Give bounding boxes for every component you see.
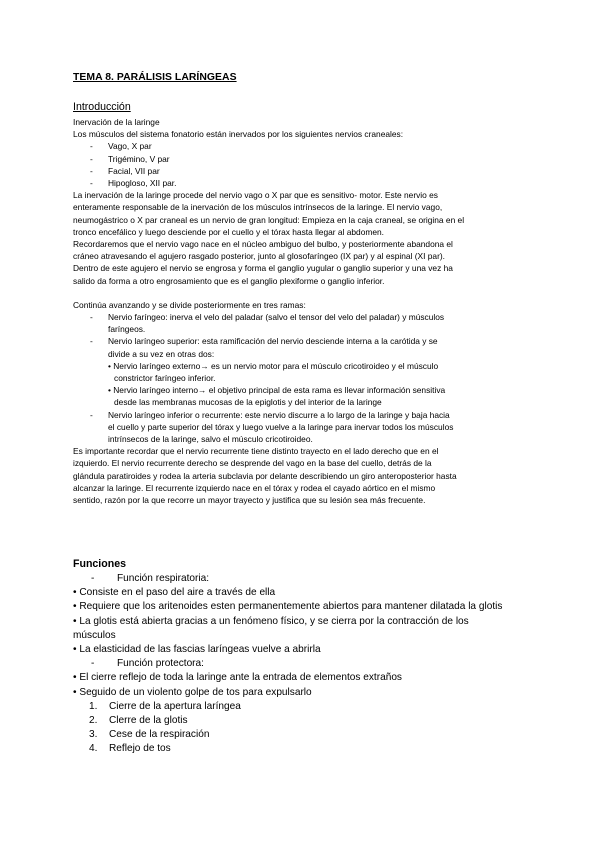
branch-list-item: - Nervio faríngeo: inerva el velo del paladar (salvo el tensor del velo del paladar) y músculos faríngeos. bbox=[90, 312, 445, 335]
bullet-item: • Consiste en el paso del aire a través de ella bbox=[73, 587, 276, 599]
sub-branch-line: • Nervio laríngeo interno→ el objetivo principal de esta rama es llevar información sensitiva bbox=[108, 385, 446, 396]
section-heading-introduccion: Introducción bbox=[73, 101, 131, 113]
list-dash: - bbox=[90, 153, 93, 164]
paragraph-recurrente bbox=[73, 445, 547, 506]
paragraph-line: Continúa avanzando y se divide posteriormente en tres ramas: bbox=[73, 299, 306, 310]
list-dash: - bbox=[91, 658, 95, 670]
list-dash: - bbox=[90, 141, 93, 152]
paragraph-line: cráneo atravesando el agujero rasgado posterior, junto al glosofaríngeo (IX par) y al espinal (XI par). bbox=[73, 251, 445, 262]
paragraph-vago bbox=[73, 189, 547, 287]
numbered-step: 4. Reflejo de tos bbox=[89, 743, 171, 755]
list-dash: - bbox=[90, 409, 93, 420]
bullet-item: • El cierre reflejo de toda la laringe ante la entrada de elementos extraños bbox=[73, 672, 402, 684]
subheading: Inervación de la laringe bbox=[73, 117, 160, 127]
numbered-step: 2. Clerre de la glotis bbox=[89, 715, 188, 727]
numbered-step: 3. Cese de la respiración bbox=[89, 729, 210, 741]
paragraph-line: neumogástrico o X par craneal es un nervio de gran longitud: Empieza en la caja craneal, se origina en el bbox=[73, 214, 465, 225]
list-dash: - bbox=[90, 178, 93, 189]
bullet-item-continued: músculos bbox=[73, 629, 116, 641]
bullet-item: • Seguido de un violento golpe de tos para expulsarlo bbox=[73, 686, 312, 698]
branch-list-item: - Nervio laríngeo superior: esta ramificación del nervio desciende interna a la carótida y se divide a su vez en otras dos: • Nervio laríngeo externo→ es un nervio motor para el músculo cricotiroideo y el músculo constrictor faríngeo inferior. • Nervio laríngeo interno→ el objetivo principal de esta rama es llevar información sensitiva desde las membranas mucosas de la epiglotis y del interior de la laringe bbox=[73, 335, 547, 408]
paragraph-line: La inervación de la laringe procede del nervio vago o X par que es sensitivo- motor. Este nervio es bbox=[73, 190, 438, 201]
function-heading-respiratoria: - Función respiratoria: bbox=[73, 572, 547, 586]
numbered-step: 1. Cierre de la apertura laríngea bbox=[89, 700, 241, 712]
paragraph-line: Los músculos del sistema fonatorio están inervados por los siguientes nervios craneales: bbox=[73, 129, 404, 140]
intro-section bbox=[73, 116, 547, 506]
paragraph-line: alcanzar la laringe. El recurrente izquierdo nace en el tórax y rodea el cayado aórtico en el mismo bbox=[73, 482, 436, 493]
bullet-item: • La glotis está abierta gracias a un fenómeno físico, y se cierra por la contracción de los bbox=[73, 615, 469, 627]
sub-branch-line: constrictor faríngeo inferior. bbox=[114, 373, 216, 384]
nerve-list-item: - Trigémino, V par bbox=[90, 153, 170, 164]
paragraph-line: salido da forma a otro engrosamiento que es el ganglio plexiforme o ganglio inferior. bbox=[73, 275, 385, 286]
paragraph-line: enteramente responsable de la inervación de los músculos intrínsecos de la laringe. El nervio vago, bbox=[73, 202, 443, 213]
nerve-list-item: - Vago, X par bbox=[90, 141, 152, 152]
list-dash: - bbox=[90, 312, 93, 323]
paragraph-line: Recordaremos que el nervio vago nace en el núcleo ambiguo del bulbo, y posteriormente abandona el bbox=[73, 239, 453, 250]
branch-list-item: - Nervio laríngeo inferior o recurrente: este nervio discurre a lo largo de la laringe y baja hacia el cuello y parte superior del tórax y luego vuelve a la laringe para inervar todos los músculos intrínsecos de la laringe, salvo el músculo cricotiroideo. bbox=[90, 409, 454, 445]
document-title: TEMA 8. PARÁLISIS LARÍNGEAS bbox=[73, 72, 237, 83]
paragraph-line: izquierdo. El nervio recurrente derecho se desprende del vago en la base del cuello, detrás de la bbox=[73, 458, 432, 469]
sub-branch-line: desde las membranas mucosas de la epiglotis y del interior de la laringe bbox=[114, 397, 382, 408]
section-heading-funciones: Funciones bbox=[73, 558, 126, 570]
nerve-list-item: - Facial, VII par bbox=[90, 165, 160, 176]
sub-branch-line: • Nervio laríngeo externo→ es un nervio motor para el músculo cricotiroideo y el músculo bbox=[108, 360, 439, 371]
paragraph-line: tronco encefálico y luego desciende por el cuello y el tórax hasta llegar al abdomen. bbox=[73, 226, 384, 237]
nerve-list-item: - Hipogloso, XII par. bbox=[90, 178, 177, 189]
paragraph-line: sentido, razón por la que recorre un mayor trayecto y justifica que su lesión sea más frecuente. bbox=[73, 495, 426, 506]
bullet-item: • La elasticidad de las fascias laríngeas vuelve a abrirla bbox=[73, 644, 321, 656]
list-dash: - bbox=[90, 165, 93, 176]
list-dash: - bbox=[90, 336, 93, 347]
paragraph-line: glándula paratiroides y rodea la arteria subclavia por delante describiendo un giro anteroposterior hasta bbox=[73, 470, 457, 481]
paragraph-line: Dentro de este agujero el nervio se engrosa y forma el ganglio yugular o ganglio superior y una vez ha bbox=[73, 263, 453, 274]
bullet-item: • Requiere que los aritenoides esten permanentemente abiertos para mantener dilatada la glotis bbox=[73, 601, 503, 613]
funciones-section bbox=[73, 572, 547, 757]
function-heading-protectora: - Función protectora: bbox=[73, 657, 547, 671]
paragraph-line: Es importante recordar que el nervio recurrente tiene distinto trayecto en el lado derecho que en el bbox=[73, 446, 439, 457]
list-dash: - bbox=[91, 573, 95, 584]
